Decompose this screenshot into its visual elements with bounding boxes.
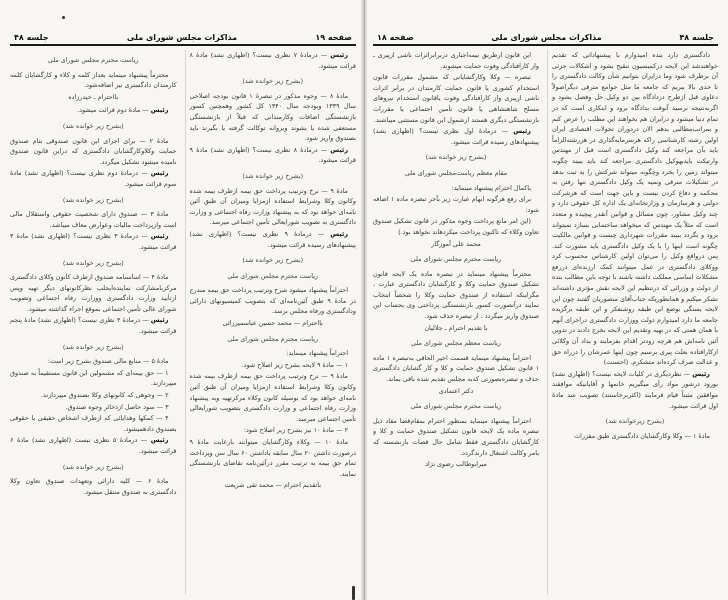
paragraph xyxy=(10,231,177,252)
paragraph-text: احتراماً پیشنهاد مینماید قسمت اخیر الحاقی به‌تبصره ۱ ماده ۱ قانون تشکیل صندوق حمایت و کلا و کار گشایان دادگستری حذف و تبصره‌بصورتی که‌به مجلس تقدیم شده باقی بماند. xyxy=(373,353,539,384)
page-number: صفحه ۱۸ xyxy=(377,33,414,42)
speaker-name: رئیس xyxy=(150,169,169,178)
centered-heading xyxy=(373,338,539,349)
paragraph-text: ریاست محترم مجلس شورای ملی xyxy=(410,402,502,411)
centered-heading xyxy=(373,254,539,265)
paragraph xyxy=(190,437,357,479)
paragraph xyxy=(10,476,177,497)
centered-heading xyxy=(190,76,357,87)
centered-heading xyxy=(10,121,177,132)
paragraph-text: با تقدیم احترام ـ جلالیان xyxy=(424,323,488,332)
paragraph-text: (بشرح زیر خوانده شد) xyxy=(62,121,124,130)
speaker-name: رئیس xyxy=(150,232,169,241)
paragraph xyxy=(190,229,357,250)
paragraph-text: — درمادهٔ اول نظری نیست؟ (اظهاری نشد) پیشنهادهای رسیده قرائت میشود. xyxy=(373,127,539,146)
centered-heading xyxy=(190,255,357,266)
paragraph-text: ۱ — حق بیمه‌ای که مشمولین این قانون مستقیماً به صندوق میپردازند. xyxy=(10,368,177,388)
paragraph xyxy=(373,353,539,385)
paragraph-text: مادهٔ ۱ — وکلا وکارگشایان دادگستری طبق مقررات xyxy=(574,431,710,440)
column-right xyxy=(547,50,718,595)
centered-heading xyxy=(10,342,177,353)
paragraph xyxy=(10,70,177,91)
text-columns xyxy=(10,50,356,595)
paragraph xyxy=(10,168,177,189)
paragraph xyxy=(190,425,357,436)
paragraph xyxy=(10,356,177,367)
speaker-name: رئیس xyxy=(330,145,349,154)
paragraph xyxy=(373,416,539,458)
paragraph xyxy=(373,72,539,125)
paragraph-text: مادهٔ ۲ — برای اجرای این قانون صندوقی بنام صندوق حمایت وکلاوکارگشایان دادگستری که دراین قانون صندوق نامیده میشود تشکیل میگردد. xyxy=(10,136,177,166)
paragraph-text: ریاست محترم مجلس شورای ملی xyxy=(47,56,139,64)
paragraph-text: — درمادهٔ دوم نظری نیست؟ (اظهاری نشد) مادهٔ سوم قرائت میشود. xyxy=(10,169,177,188)
paragraph xyxy=(10,315,177,336)
centered-heading xyxy=(10,462,177,473)
publication-title: مذاکرات مجلس شورای ملی xyxy=(491,33,602,42)
paragraph-text: مادهٔ ۶ — کلیه دارائی وتعهدات صندوق تعاون وکلا دادگستری به صندوق منتقل میشود. xyxy=(10,477,177,496)
paragraph-text: مادهٔ ۹ — نرخ وترتیب پرداخت حق بیمه ازطرف بیمه شده وکانون وکلا وشرایط استفاده ازمزایا ومیزان آن طبق آئین نامه‌ای خواهد بود که به پیشنهاد وزارت رفاه اجتماعی و وزارت دادگستری به تصویب شورایعالی تأمین اجتماعی میرسد. xyxy=(189,186,356,227)
paragraph xyxy=(10,413,177,434)
paragraph-text: (بشرح زیر خوانده شد) xyxy=(62,462,124,471)
paragraph-text: — درمادهٔ ۹ نظری نیست؟ (اظهاری نشد) پیشنهادهای رسیده قرائت میشود. xyxy=(189,229,356,249)
paragraph-text: مادهٔ ۳ — صندوق دارای شخصیت حقوقی واستقلال مالی است وازپرداخت مالیات وعوارض معاف میباشد. xyxy=(10,210,177,229)
book-gutter xyxy=(361,0,367,600)
centered-heading xyxy=(373,168,539,179)
speaker-name: رئیس xyxy=(692,369,710,378)
centered-heading xyxy=(190,334,357,345)
paragraph-text: (بشرح زیر خوانده شد) xyxy=(62,195,124,204)
paragraph-text: ۲ — مادهٔ ۱۰ نیز بشرح زیر اصلاح شود: xyxy=(243,426,348,435)
paragraph-text: میرابوطالب رضوی نژاد xyxy=(425,460,487,469)
paragraph-text: — درمادهٔ ۳ نظری نیست؟ (اظهاری نشد) مادهٔ ۴ قرائت میشود. xyxy=(10,232,177,251)
paragraph-text: ۴ — کمکها وهدایائی که ازطرف اشخاص حقیقی یا حقوقی بصندوق دادهمیشود. xyxy=(10,414,177,433)
paragraph-text: محمد علی آموزگار xyxy=(431,239,481,248)
paragraph-text: (بشرح زیر خوانده شد) xyxy=(242,171,304,180)
paragraph xyxy=(373,126,539,147)
paragraph-text: محترماً پیشنهاد مینماید بعداز کلمه و کلاء و کارگشایان کلمه کارمندان دادگستری نیز اضافه‌شود. xyxy=(10,70,177,90)
signature xyxy=(190,318,357,329)
paragraph xyxy=(552,431,718,442)
column-left xyxy=(10,50,177,595)
centered-heading xyxy=(10,258,177,269)
paragraph-text: — درمادهٔ ۴ نظری نیست؟ (اظهاری نشد) مادهٔ پنجم قرائت میشود. xyxy=(10,316,177,336)
paragraph-text: محترماً پیشنهاد مینماید در تبصره ماده یک لایحه قانون تشکیل صندوق حمایت وکلا و کارگشایان دادگستری عبارت ، مگراینکه استفاده از صندوق حمایت وکلا را شخصاً انتخاب نمایند درآنصورت کسور بازنشستگی پرداختی وی بحساب این صندوق واریز میگردد ، از تبصره حذف شود. xyxy=(373,269,539,321)
paragraph-text: ریاست محترم مجلس شورای ملی xyxy=(227,334,319,343)
column-left xyxy=(373,50,539,595)
paragraph xyxy=(373,216,539,237)
running-header xyxy=(373,30,718,46)
paragraph-text: تبصره — وکلا وکارگشایانی که مشمول مقررات قانون استخدام کشوری یا قانون حمایت کارمندان در برابر اثرات ناشی ازپیری واز کارافتادگی وفوت یاقانون استخدام نیروهای مسلح شاهنشاهی یا قانون تأمین اجتماعی یا مقررات بازنشستگی دیگری هستند ازشمول این قانون مستثنی میباشند. xyxy=(373,73,539,124)
paragraph xyxy=(190,371,357,424)
paragraph-text: — درمادهٔ ۷ نظری نیست؟ (اظهاری نشد) مادهٔ ۸ قرائت میشود. xyxy=(189,51,356,70)
paragraph xyxy=(10,209,177,230)
paragraph-text: برای رفع هرگونه ابهام عبارت زیر بآخر تبصره ماده ۱ اضافه شود: xyxy=(373,195,539,214)
paragraph xyxy=(190,145,357,166)
paragraph-text: مقام معظم ریاست‌مجلس شورای ملی xyxy=(404,168,508,177)
paragraph xyxy=(373,183,539,194)
paragraph-text: (بشرح زیر خوانده شد) xyxy=(425,153,487,162)
paragraph-text: این قانون ازطریق بیمه‌اجباری دربرابراثرات ناشی ازپیری ـ واز کارافتادگی وفوت حمایت میشوند. xyxy=(373,51,539,70)
paragraph xyxy=(373,269,539,322)
paragraph-text: مادهٔ ۱۰ — وکلاء وکارگشایان میتوانند بارعایت مادهٔ ۹ درصورت داشتن ۲۰ سال سابقه باداشتن ۶۰ سال سن وپرداخت تمام حق بیمه به ترتیب مقرر درآئین‌نامه تقاضای بازنشستگی نمایند. xyxy=(189,438,356,478)
signature xyxy=(373,459,539,470)
paragraph-text: مادهٔ ۸ — وجوه مذکور در تبصرهٔ ۱ قانون بودجه اصلاحی سال ۱۳۳۹ وبودجه سال ۱۳۴۰ کل کشور وهمچنین کسور بازنشستگی اضافات وکارمندانی که قبلاً از بازنشستگی مستعفی شده یا بشوند ویروانه توکالت گرفته یا بگیرند باید بصندوق واریز شود. xyxy=(189,91,356,143)
scan-mark xyxy=(352,586,355,600)
signature xyxy=(10,92,177,103)
paragraph xyxy=(373,194,539,215)
column-right xyxy=(185,50,357,595)
centered-heading xyxy=(190,271,357,282)
paragraph-text: (بشرح زیرخوانده شد) xyxy=(605,417,665,426)
page-number: صفحه ۱۹ xyxy=(315,33,352,42)
session-number: جلسه ۴۸ xyxy=(679,33,714,42)
paragraph-text: — مادهٔ دوم قرائت میشود. xyxy=(77,106,151,115)
centered-heading xyxy=(10,195,177,206)
paragraph-text: ریاست معظم مجلس شورای ملی xyxy=(411,339,501,348)
speaker-name: رئیس xyxy=(150,316,169,325)
paragraph xyxy=(10,402,177,413)
paragraph-text: مادهٔ ۵ — منابع مالی صندوق بشرح زیر است: xyxy=(47,357,169,366)
paragraph-text: مادهٔ ۹ — نرخ وترتیب پرداخت حق بیمه ازطرف بیمه شده وکانون وکلا وشرایط استفاده ازمزایا ومیزان آن طبق آئین نامه‌ای خواهد بود که بوسیله کانون وکلاء مرکزتهیه وبه پیشنهاد وزارت رفاه اجتماعی و وزارت دادگستری بتصویب شورایعالی تأمین اجتماعی میرسد. xyxy=(189,372,356,423)
paragraph-text: دکتر اعتمادی xyxy=(438,386,474,395)
paragraph-text: احتراماً پیشنهاد مینماید: xyxy=(286,349,348,358)
paragraph xyxy=(10,368,177,389)
speaker-name: رئیس xyxy=(513,127,531,136)
paragraph xyxy=(10,272,177,314)
speaker-name: رئیس xyxy=(150,436,169,445)
paragraph xyxy=(552,369,718,411)
paragraph-text: (این امر مانع پرداخت وجوه مذکور در قانون تشکیل صندوق تعاون وکلاء که تاکنون پرداخت میکردهاند نخواهد بود.) xyxy=(373,217,539,236)
paragraph xyxy=(373,50,539,71)
paragraph-text: — درمادهٔ ۸ نظری نیست؟ (اظهاری نشد) مادهٔ ۹ قرائت میشود. xyxy=(189,145,356,165)
centered-heading xyxy=(10,55,177,66)
paragraph xyxy=(190,50,357,71)
paragraph-text: ۱ — مادهٔ ۹ لایحه بشرح زیر اصلاح شود. xyxy=(241,360,348,369)
paragraph-text: باتقدیم احترام — محمد تقی شریعت xyxy=(224,481,322,490)
paragraph-text: ریاست محترم مجلس شورای ملی xyxy=(410,255,502,264)
paragraph-text: (بشرح زیر خوانده شد) xyxy=(62,258,124,267)
paragraph xyxy=(10,105,177,116)
paragraph-text: بااحترام — محمد حسین عباسمیرزائی xyxy=(222,319,323,328)
signature xyxy=(373,239,539,250)
paragraph-text: (بشرح زیر خوانده شد) xyxy=(62,342,124,351)
signature xyxy=(373,386,539,397)
paragraph xyxy=(190,186,357,228)
signature xyxy=(373,323,539,334)
paragraph-text: (بشرح زیر خوانده شد) xyxy=(242,77,304,86)
paragraph xyxy=(10,390,177,401)
running-header xyxy=(10,30,356,46)
paragraph-text: مادهٔ ۴ — اساسنامه صندوق ازطرف کانون وکلای دادگستری مرکزبامشارکت نماینده‌ایجلب نظرکانونهای دیگر تهیه وپس ازتأیید وزارت دادگستری ووزارت رفاه اجتماعی وتصویب شورای عالی تأمین اجتماعی بموقع اجراء گذاشته میشود. xyxy=(10,273,177,313)
paragraph xyxy=(190,348,357,359)
speaker-name: رئیس xyxy=(330,51,349,59)
paragraph-text: بااحترام ـ حیدرزاده xyxy=(68,92,119,101)
paragraph-text: ریاست محترم مجلس شورای ملی xyxy=(227,271,319,280)
centered-heading xyxy=(373,152,539,163)
scan-speck xyxy=(62,16,65,19)
paragraph xyxy=(190,285,357,317)
paragraph-text: (بشرح زیر خوانده شد) xyxy=(242,256,304,265)
paragraph xyxy=(190,360,357,371)
paragraph xyxy=(10,435,177,456)
paragraph-text: دادگستری دارد بنده امیدوارم با پیشنهاداتی که تقدیم خواهندشد این لایحه درکمیسیون تنقیح بشود و اشکالات جزئی آن برطرف شود وما درایران بتوانیم شأن وکالت دادگستری را تا حدی بالا ببریم که جامعه ما مثل جوامع مترقی دیگراصولاً دعاوی قبل ازطرح درداد‌گاه بین دو وکیل حل وفصل بشود و اگرنه‌نتیجه نرسید آنوقت بدادگاه برود و ابتکاری است که در تمام دنیا میشود و درایران هم بخواهند این مطلب را عرض کنم و بمراتب‌مطالبی بدهم الان دردوران تحولات اقتصادی ایران اولین رشته کارشناسی راکه هرسرمایه‌گذاری در هررشته‌الزاماً باید بآن مراجعه کند وکیل دادگستری است قبل از مهندس وارتیکت بایدبهوکیل دادگستری مراجعه کند باید ببیند چگونه میتواند زمین را بخرد وچگونه میتواند شرکتش را به ثبت بدهد در تشکیلات مترقی ونمیه یک وکیل دادگستری تنها رفتن به محکمه و دفاع کردن نیست و باین جهت است که هرشرکت دولتی و هرسازمان و وزارتخانه‌ای یک اداره کل حقوقی دارد و چند وکیل مشاور، چون مسائل و قوانین آنقدر پیچیده و متعدد است که مثلاً یک مهندس که میخواهد ساختمانی بسازد نمیتواند برود و بگردد ببیند مقررات شهرداری چیست و قوانین مالکیت چگونه است اینها را با یک وکیل دادگستری باید مشورت کند. پس درواقع وکیل را می‌توان اولین کارشناس محسوب کرد ووکلای دادگستری در عمل میتوانند کمک ارزنده‌ای دررفع مشکلات اساسی مملکت داشته باشند با توجه باین مطالب بنده از دولت و وزرائی که درتنظیم این لایحه نقش مؤثری داشته‌اند تشکر میکنم و همانطوریکه جناب‌آقای منصوریان گفتند چون این لایحه بستگی بوضع این طبقه روشنفکر و این طبقه برگزیده جامعه ما دارد امیدوارم دولت ووزارت دادگستری دراجرای آنهم با همان همتی که در تهیه وتقدیم این لایحه بخرج دادند در تدوین آئین نامه‌اش هم هرچه زودتر اقدام بفرمایند و بداد آن وکلائی ازکارافتاده بعلت پیری برسیم چون اینها عمرشان را درراه حق و عدالت صرف کرده‌اند متشکرم. (احسنت) xyxy=(552,51,718,367)
paragraph-text: باکمال احترام پیشنهاد مینماید: xyxy=(451,183,531,192)
paragraph xyxy=(190,91,357,144)
page-18 xyxy=(364,0,728,600)
centered-heading xyxy=(552,416,718,427)
paragraph-text: — درمادهٔ ۵ نظری نیست (اظهاری نشد) مادهٔ ۶ قرائت میشود. xyxy=(10,436,177,455)
speaker-name: رئیس xyxy=(330,229,349,238)
paragraph-text: احتراماً پیشنهاد میشود شرح وترتیب پرداخت حق بیمه مندرج در مادهٔ ۹ طبق آئین‌نامه‌ای که بتصویب کمیسیونهای دارائی ودادگستری ورفاه مجلس برسد. xyxy=(189,286,356,316)
publication-title: مذاکرات مجلس شورای ملی xyxy=(126,33,238,42)
paragraph-text: ۲ — وجوهی که کانونهای وکلا بصندوق میپردازند. xyxy=(40,391,169,400)
centered-heading xyxy=(190,171,357,182)
signature xyxy=(190,480,357,491)
paragraph-text: — نظردیگری در کلیات لایحه نیست؟ (اظهاری نشد) بورود درشور مواد رأی میگیریم خانمها و آقایانیکه موافقند موافقین مثبتاً قیام فرمایند (اکثربرخاستند) تصویب شد مادهٔ اول قرائت میشود. xyxy=(552,369,718,410)
speaker-name: رئیس xyxy=(150,106,169,115)
text-columns xyxy=(373,50,718,595)
paragraph-text: ۳ — سود حاصل ازذخائر وجوه صندوق. xyxy=(65,402,169,411)
paragraph xyxy=(552,50,718,368)
centered-heading xyxy=(373,401,539,412)
session-number: جلسه ۴۸ xyxy=(14,33,49,42)
paragraph xyxy=(10,136,177,168)
paragraph-text: احتراماً پیشنهاد مینماید بمنظور احترام بمقام‌قضا مفاد ذیل تبصره ماده یک لایحه قانون تشکیل صندوق حمایت و کلا و کارگشایان دادگستری فقط شامل حال قضات بازنشسته که بامر وکالت اشتغال دارندگردد. xyxy=(373,416,539,457)
